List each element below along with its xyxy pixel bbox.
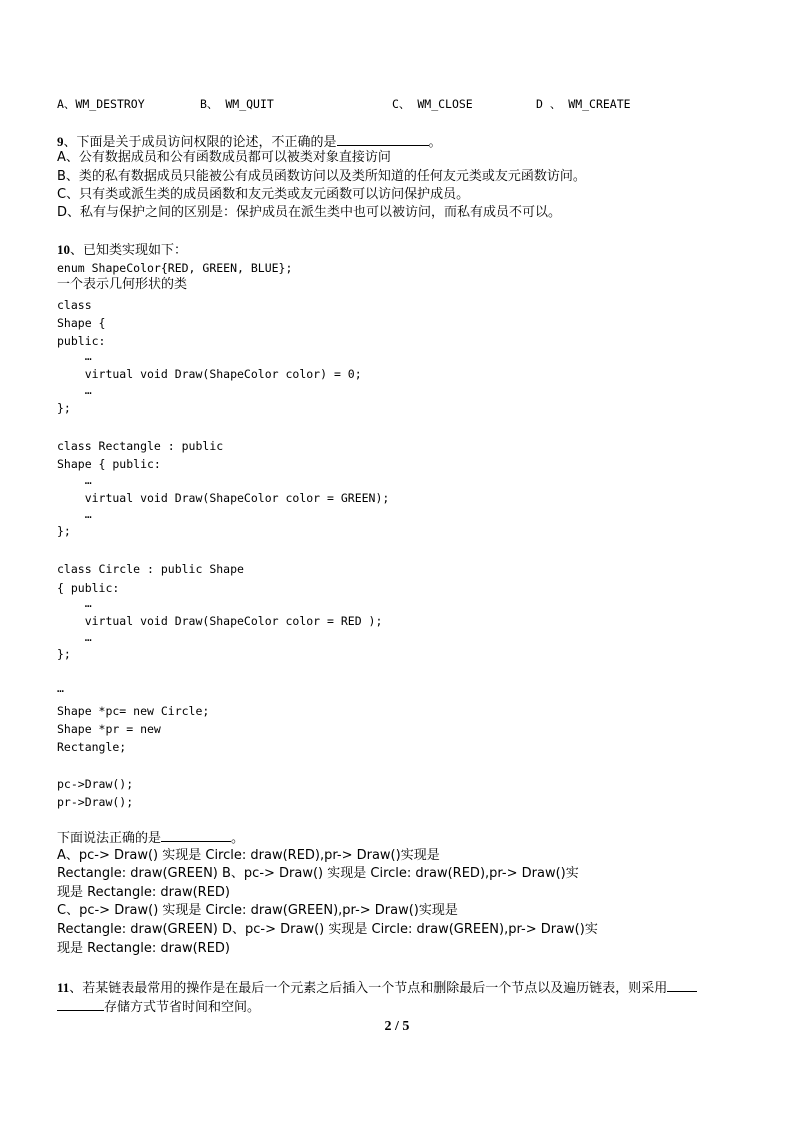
code-line: virtual void Draw(ShapeColor color = GREEN); [57,491,390,505]
code-line: pr->Draw(); [57,795,134,809]
code-line: }; [57,524,71,538]
code-line: … [57,349,92,363]
q10-question [57,829,244,846]
code-line: Shape { [57,316,106,330]
q10-answer-line: 现是 Rectangle: draw(RED) [57,941,230,956]
q9-option-b: B、类的私有数据成员只能被公有成员函数访问以及类所知道的任何友元类或友元函数访问。 [57,169,586,184]
code-line: … [57,383,92,397]
code-line: Rectangle; [57,740,127,754]
q10-stem-text: 、已知类实现如下： [70,243,188,258]
code-line: virtual void Draw(ShapeColor color) = 0; [57,367,362,381]
q10-number: 10 [57,242,70,257]
q11-answer-blank-start [667,979,697,992]
code-line: class Rectangle : public [57,439,224,453]
page-number: 2 / 5 [384,1019,410,1034]
q9-option-a: A、公有数据成员和公有函数成员都可以被类对象直接访问 [57,150,391,165]
q10-answer-line: 现是 Rectangle: draw(RED) [57,885,230,900]
code-line: class [57,298,92,312]
code-line: Shape *pc= new Circle; [57,704,210,718]
code-line: class Circle : public Shape [57,562,244,576]
q10-answer-line: Rectangle: draw(GREEN) B、pc-> Draw() 实现是 Circle: draw(RED),pr-> Draw()实 [57,866,579,881]
q11-stem [57,979,697,996]
q10-stem [57,243,187,258]
q9-option-d: D、私有与保护之间的区别是：保护成员在派生类中也可以被访问，而私有成员不可以。 [57,205,562,220]
q9-number: 9 [57,134,64,149]
code-line: Shape { public: [57,457,161,471]
code-line: … [57,596,92,610]
q10-answer-blank [161,829,231,842]
code-line: virtual void Draw(ShapeColor color = RED ); [57,614,383,628]
code-line: }; [57,647,71,661]
q9-stem-text: 、下面是关于成员访问权限的论述，不正确的是 [63,135,337,150]
q11-answer-blank-end [57,998,104,1011]
q10-question-end: 。 [231,831,245,846]
code-line: … [57,630,92,644]
q11-number: 11 [57,980,70,995]
code-line: public: [57,334,106,348]
q11-stem-text: 、若某链表最常用的操作是在最后一个元素之后插入一个节点和删除最后一个节点以及遍历链表，则采用 [69,981,668,996]
q10-answer-line: Rectangle: draw(GREEN) D、pc-> Draw() 实现是 Circle: draw(GREEN),pr-> Draw()实 [57,922,598,937]
q8-option-a: A、WM_DESTROY [57,97,145,111]
q9-answer-blank [337,133,429,146]
q10-answer-line: C、pc-> Draw() 实现是 Circle: draw(GREEN),pr-> Draw()实现是 [57,903,458,918]
q9-stem [57,133,442,150]
code-line: }; [57,401,71,415]
code-enum-line: enum ShapeColor{RED, GREEN, BLUE}; [57,261,293,275]
code-line: … [57,473,92,487]
code-line: Shape *pr = new [57,722,161,736]
q10-answer-line: A、pc-> Draw() 实现是 Circle: draw(RED),pr-> Draw()实现是 [57,848,440,863]
code-line: … [57,507,92,521]
code-line: … [57,681,64,695]
q9-stem-end: 。 [428,135,442,150]
q8-option-d: D 、 WM_CREATE [536,97,631,111]
q8-option-b: B、 WM_QUIT [200,97,274,111]
code-line: pc->Draw(); [57,777,134,791]
q11-stem-continued [57,998,260,1015]
q9-option-c: C、只有类或派生类的成员函数和友元类或友元函数可以访问保护成员。 [57,187,470,202]
shape-class-description: 一个表示几何形状的类 [57,277,188,292]
q11-stem-text-2: 存储方式节省时间和空间。 [104,1000,261,1015]
q10-question-text: 下面说法正确的是 [57,831,162,846]
code-line: { public: [57,581,120,595]
q8-option-c: C、 WM_CLOSE [392,97,473,111]
